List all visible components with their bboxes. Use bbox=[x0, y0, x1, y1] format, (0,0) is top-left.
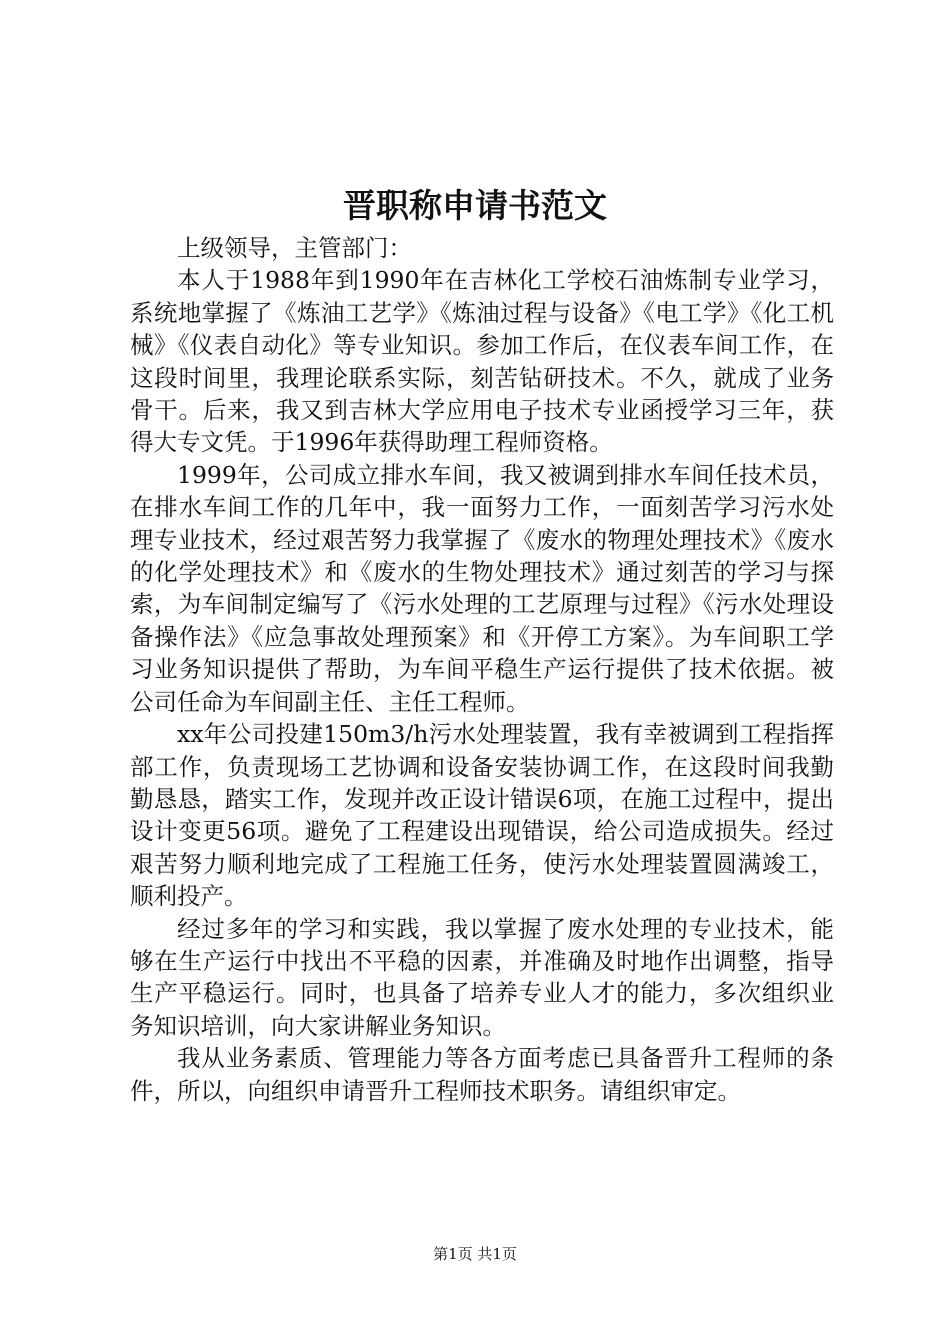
paragraph-request: 我从业务素质、管理能力等各方面考虑已具备晋升工程师的条件，所以，向组织申请晋升工程师技术职务。请组织审定。 bbox=[130, 1044, 834, 1105]
document-body bbox=[130, 232, 834, 1107]
paragraph-expertise: 经过多年的学习和实践，我以掌握了废水处理的专业技术，能够在生产运行中找出不平稳的因素，并准确及时地作出调整，指导生产平稳运行。同时，也具备了培养专业人才的能力，多次组织业务知识培训，向大家讲解业务知识。 bbox=[130, 914, 834, 1040]
document-title: 晋职称申请书范文 bbox=[343, 186, 607, 225]
paragraph-project-construction: xx年公司投建150m3/h污水处理装置，我有幸被调到工程指挥部工作，负责现场工艺协调和设备安装协调工作，在这段时间我勤勤恳恳，踏实工作，发现并改正设计错误6项，在施工过程中，提出设计变更56项。避免了工程建设出现错误，给公司造成损失。经过艰苦努力顺利地完成了工程施工任务，使污水处理装置圆满竣工，顺利投产。 bbox=[130, 720, 834, 911]
paragraph-education: 本人于1988年到1990年在吉林化工学校石油炼制专业学习，系统地掌握了《炼油工艺学》《炼油过程与设备》《电工学》《化工机械》《仪表自动化》等专业知识。参加工作后，在仪表车间工作，在这段时间里，我理论联系实际，刻苦钻研技术。不久，就成了业务骨干。后来，我又到吉林大学应用电子技术专业函授学习三年，获得大专文凭。于1996年获得助理工程师资格。 bbox=[130, 266, 834, 457]
salutation: 上级领导，主管部门： bbox=[177, 234, 412, 262]
paragraph-drainage-workshop: 1999年，公司成立排水车间，我又被调到排水车间任技术员，在排水车间工作的几年中，我一面努力工作，一面刻苦学习污水处理专业技术，经过艰苦努力我掌握了《废水的物理处理技术》《废水的化学处理技术》和《废水的生物处理技术》通过刻苦的学习与探索，为车间制定编写了《污水处理的工艺原理与过程》《污水处理设备操作法》《应急事故处理预案》和《开停工方案》。为车间职工学习业务知识提供了帮助，为车间平稳生产运行提供了技术依据。被公司任命为车间副主任、主任工程师。 bbox=[130, 460, 834, 716]
page-footer: 第1页 共1页 bbox=[433, 1245, 517, 1263]
